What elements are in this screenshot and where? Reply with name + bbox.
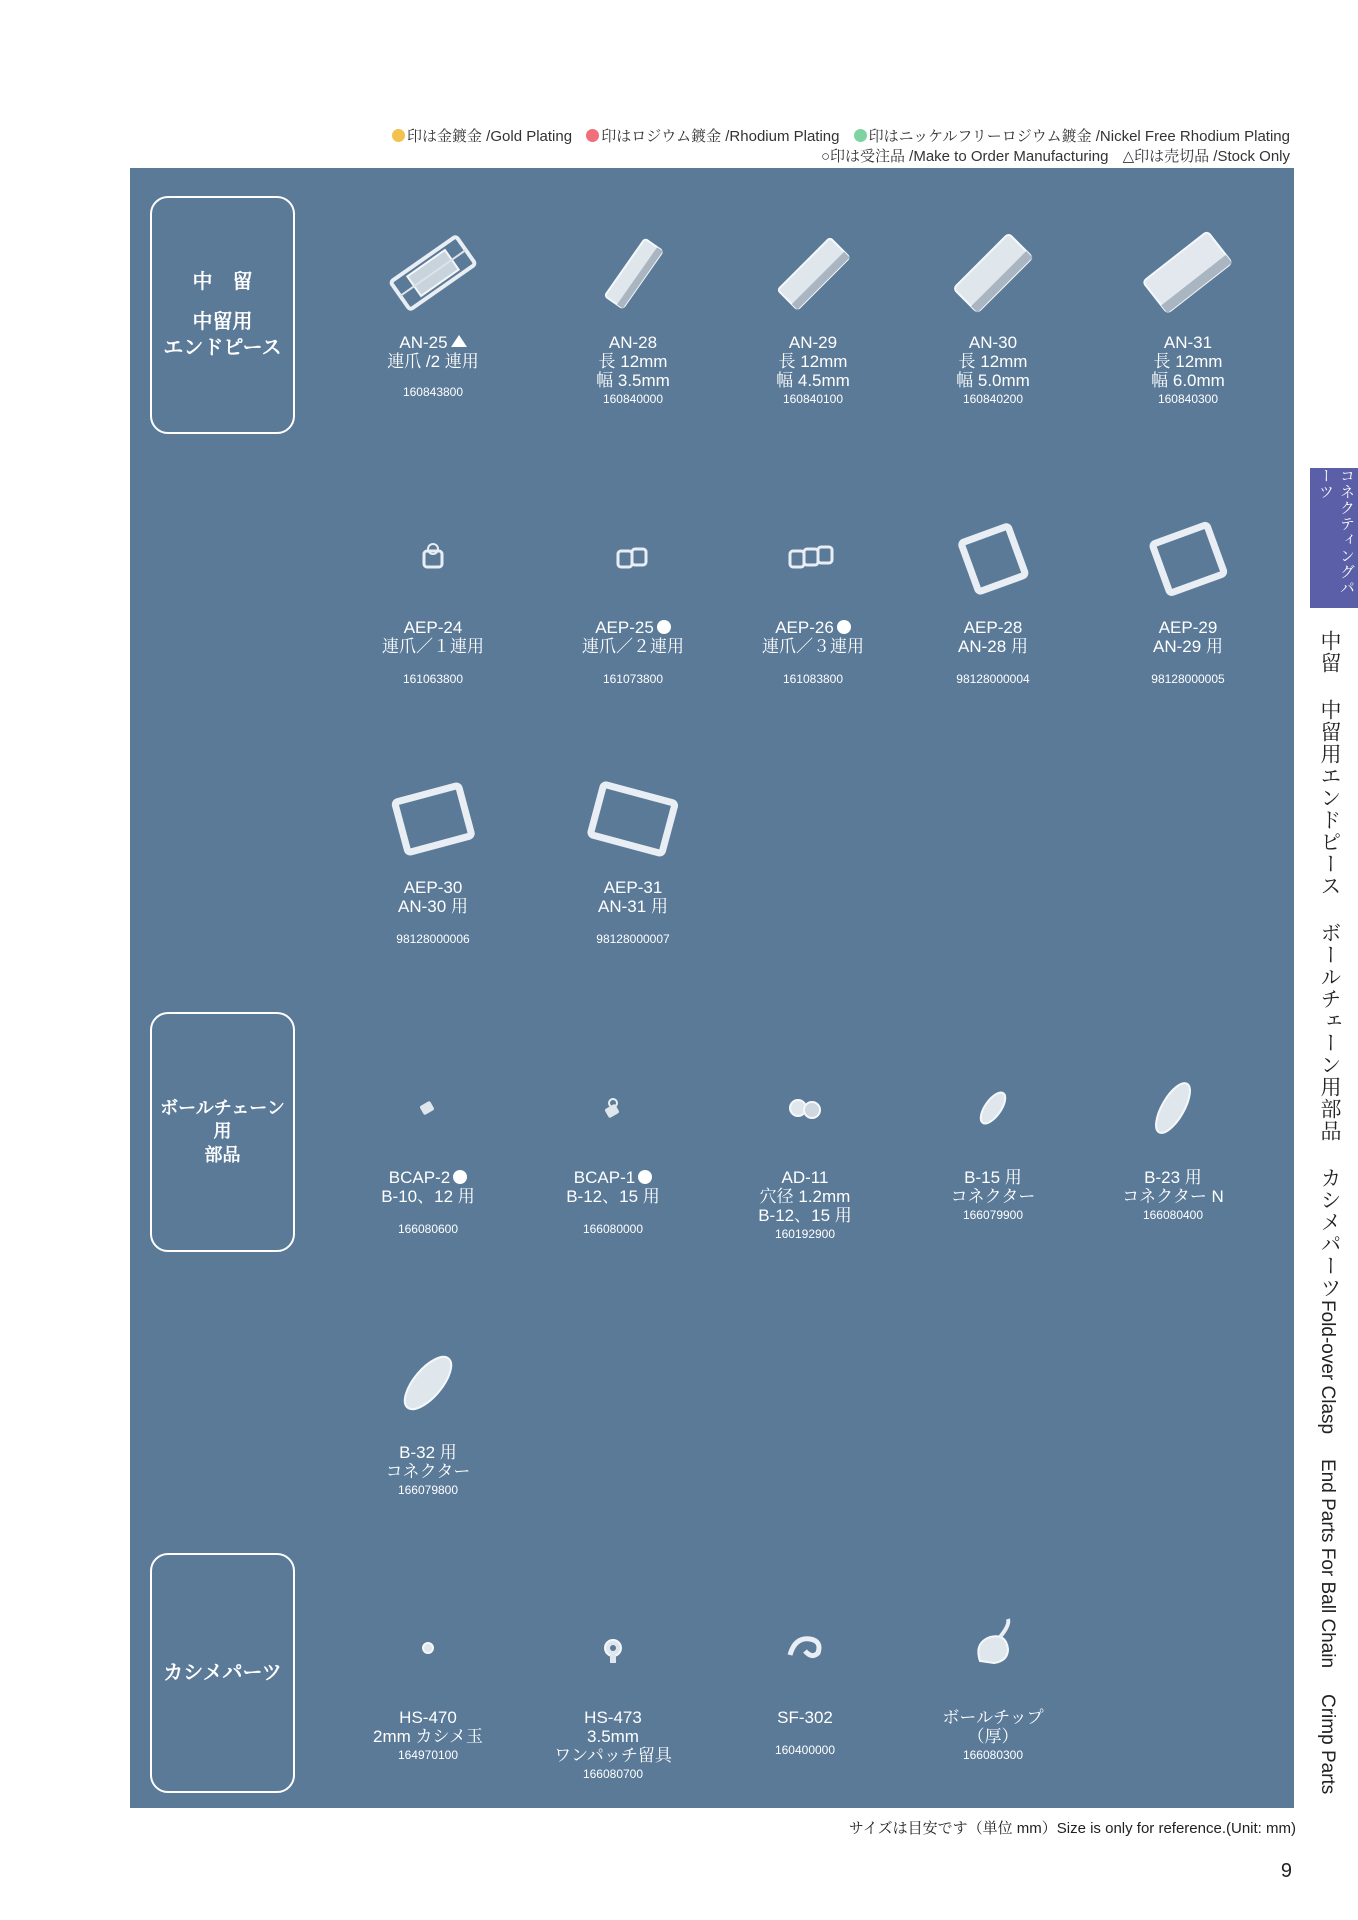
product-an-29: AN-29 長 12mm 幅 4.5mm 160840100 — [713, 223, 913, 406]
product-panel — [130, 168, 1294, 1808]
category-fold-over-clasp: 中 留 中留用 エンドピース — [150, 196, 295, 434]
frame-icon — [933, 508, 1053, 608]
product-aep-30: AEP-30 AN-30 用 98128000006 — [333, 768, 533, 946]
cap-icon — [368, 1058, 488, 1158]
plating-legend — [382, 125, 1290, 146]
bead-icon — [553, 1598, 673, 1698]
rhodium-legend: 印はロジウム鍍金 /Rhodium Plating — [586, 128, 839, 145]
product-aep-26: AEP-26 連爪／３連用 161083800 — [713, 508, 913, 686]
product-an-30: AN-30 長 12mm 幅 5.0mm 160840200 — [893, 223, 1093, 406]
product-aep-28: AEP-28 AN-28 用 98128000004 — [893, 508, 1093, 686]
frame-icon — [1128, 508, 1248, 608]
category-ball-chain-parts: ボールチェーン用 部品 — [150, 1012, 295, 1252]
crimp-icon — [745, 1598, 865, 1698]
make-to-order-legend: ○印は受注品 /Make to Order Manufacturing — [820, 148, 1109, 165]
connector-icon — [368, 1333, 488, 1433]
make-to-order-circle-icon — [837, 620, 851, 634]
product-b-23-connector: B-23 用 コネクター N 166080400 — [1073, 1058, 1273, 1222]
end-piece-icon — [373, 508, 493, 608]
connector-icon — [933, 1058, 1053, 1158]
fold-clasp-icon — [753, 223, 873, 323]
size-footnote: サイズは目安です（単位 mm）Size is only for reference.(Unit: mm) — [848, 1820, 1296, 1837]
product-bcap-2: BCAP-2 B-10、12 用 166080600 — [328, 1058, 528, 1236]
make-to-order-circle-icon — [638, 1170, 652, 1184]
order-legend — [811, 145, 1290, 166]
page-number: 9 — [1280, 1860, 1292, 1882]
make-to-order-circle-icon — [453, 1170, 467, 1184]
gold-legend: 印は金鍍金 /Gold Plating — [392, 128, 572, 145]
connector-icon — [1113, 1058, 1233, 1158]
fold-clasp-icon — [1128, 223, 1248, 323]
product-ad-11: AD-11 穴径 1.2mm B-12、15 用 160192900 — [705, 1058, 905, 1241]
product-hs-473: HS-473 3.5mm ワンパッチ留具 166080700 — [513, 1598, 713, 1781]
product-aep-25: AEP-25 連爪／２連用 161073800 — [533, 508, 733, 686]
cap-icon — [745, 1058, 865, 1158]
double-clasp-icon — [373, 223, 493, 323]
nickel-free-dot-icon — [854, 129, 867, 142]
fold-clasp-icon — [933, 223, 1053, 323]
product-hs-470: HS-470 2mm カシメ玉 164970100 — [328, 1598, 528, 1762]
end-piece-icon — [753, 508, 873, 608]
side-tab-connecting-parts[interactable]: コネクティングパーツ — [1310, 468, 1358, 608]
cap-icon — [553, 1058, 673, 1158]
product-ball-tip: ボールチップ （厚） 166080300 — [893, 1598, 1093, 1762]
rhodium-dot-icon — [586, 129, 599, 142]
stock-only-legend: △印は売切品 /Stock Only — [1122, 148, 1290, 165]
bead-icon — [368, 1598, 488, 1698]
product-sf-302: SF-302 160400000 — [705, 1598, 905, 1757]
product-an-25: AN-25 連爪 /2 連用 160843800 — [333, 223, 533, 399]
nickel-free-legend: 印はニッケルフリーロジウム鍍金 /Nickel Free Rhodium Plating — [854, 128, 1290, 145]
product-aep-29: AEP-29 AN-29 用 98128000005 — [1088, 508, 1288, 686]
end-piece-icon — [573, 508, 693, 608]
fold-clasp-icon — [573, 223, 693, 323]
product-aep-24: AEP-24 連爪／１連用 161063800 — [333, 508, 533, 686]
product-b-32-connector: B-32 用 コネクター 166079800 — [328, 1333, 528, 1497]
product-an-31: AN-31 長 12mm 幅 6.0mm 160840300 — [1088, 223, 1288, 406]
frame-icon — [573, 768, 693, 868]
product-an-28: AN-28 長 12mm 幅 3.5mm 160840000 — [533, 223, 733, 406]
gold-dot-icon — [392, 129, 405, 142]
product-b-15-connector: B-15 用 コネクター 166079900 — [893, 1058, 1093, 1222]
frame-icon — [373, 768, 493, 868]
product-aep-31: AEP-31 AN-31 用 98128000007 — [533, 768, 733, 946]
crimp-icon — [933, 1598, 1053, 1698]
side-index-en: Fold-over Clasp End Parts For Ball Chain Crimp Parts — [1317, 1300, 1338, 1795]
category-crimp-parts: カシメパーツ — [150, 1553, 295, 1793]
stock-only-triangle-icon — [451, 335, 467, 347]
side-index-jp: 中留 中留用エンドピース ボールチェーン用部品 カシメパーツ — [1318, 630, 1341, 1299]
make-to-order-circle-icon — [657, 620, 671, 634]
product-bcap-1: BCAP-1 B-12、15 用 166080000 — [513, 1058, 713, 1236]
